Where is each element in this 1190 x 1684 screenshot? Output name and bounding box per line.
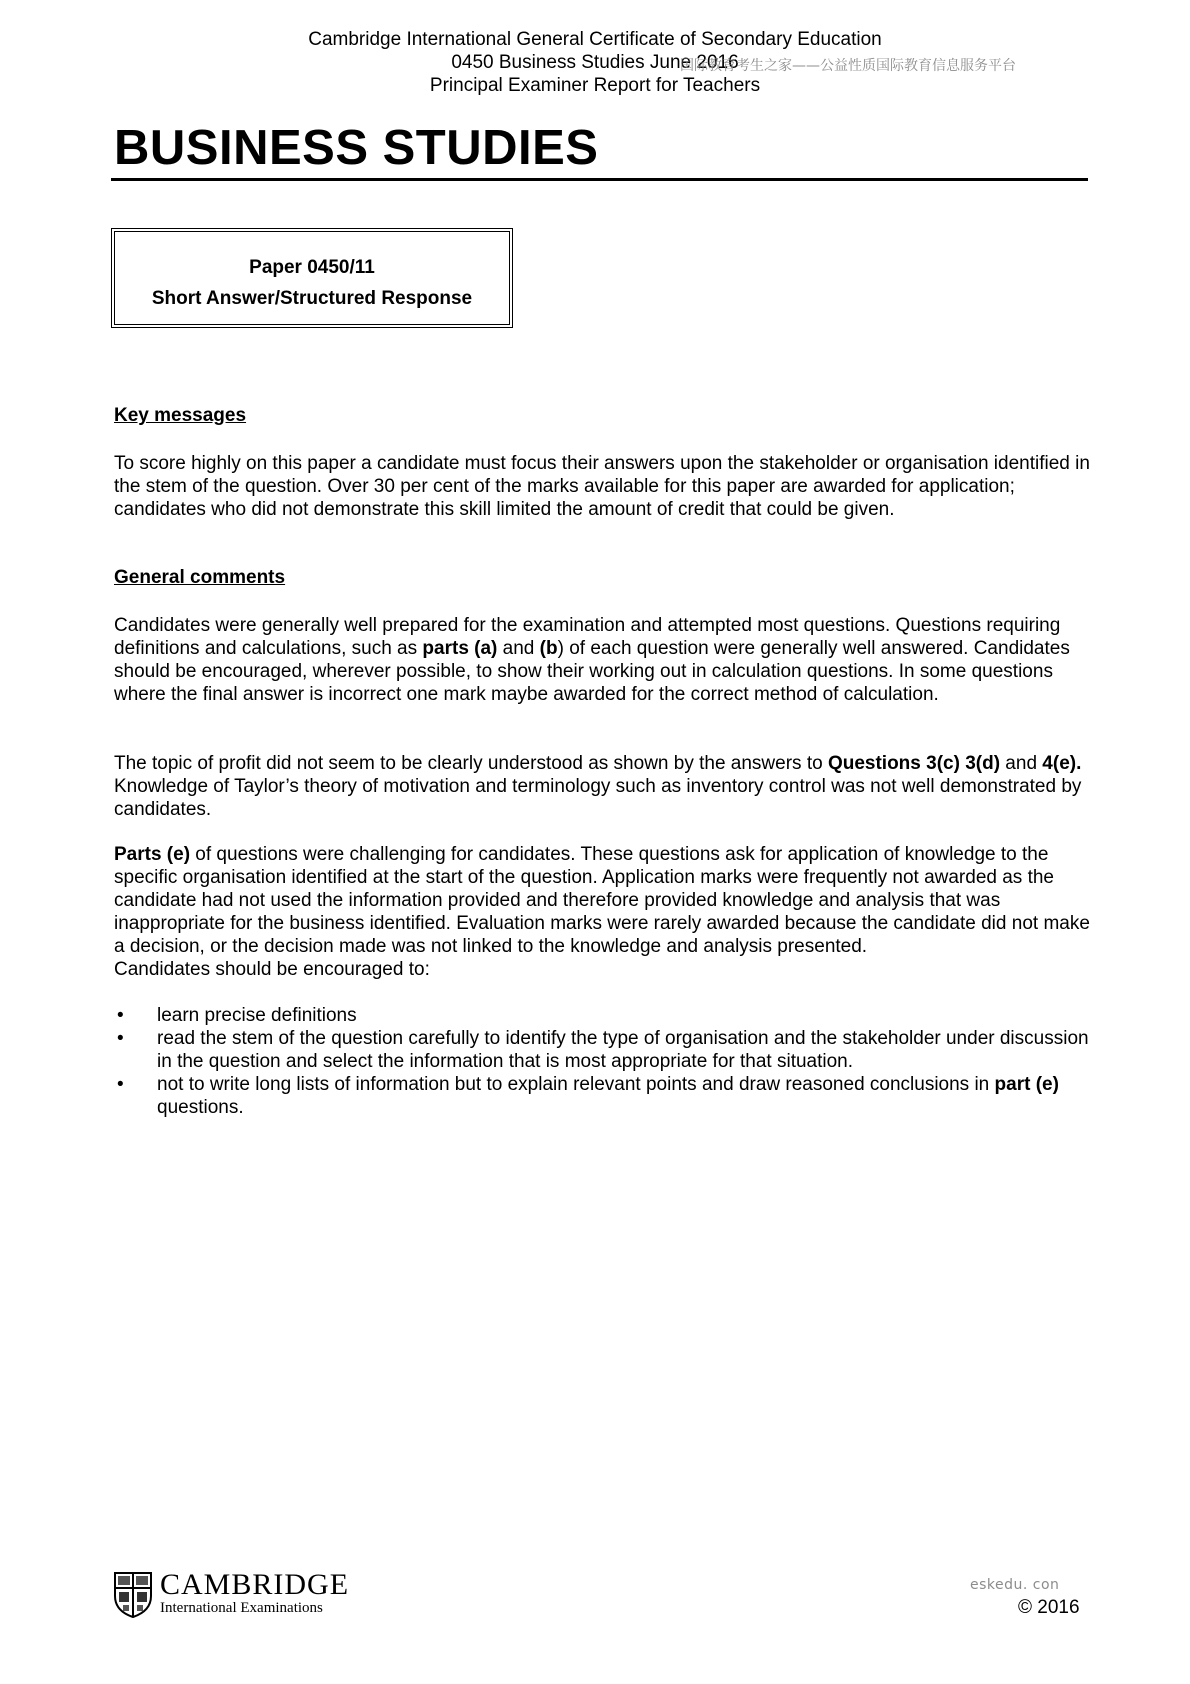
bold-run: Questions 3(c) 3(d)	[827, 753, 1001, 774]
bullet-icon: •	[117, 1074, 124, 1095]
watermark-text: 国际教育考生之家——公益性质国际教育信息服务平台	[680, 58, 1016, 74]
header-report-type: Principal Examiner Report for Teachers	[429, 75, 761, 96]
logo-name: CAMBRIDGE	[160, 1568, 350, 1601]
general-comments-paragraph-3	[114, 843, 1094, 958]
text-run: Candidates were generally well prepared for the examination and attempted most questions. Questions requiring definitions and calculations, such as	[114, 615, 1061, 659]
page-title: BUSINESS STUDIES	[114, 121, 599, 175]
list-item-text: learn precise definitions	[157, 1005, 357, 1026]
crest-icon	[114, 1572, 152, 1618]
encouragement-list	[114, 1004, 1094, 1119]
list-item-text: not to write long lists of information but to explain relevant points and draw reasoned conclusions in	[157, 1074, 995, 1095]
bold-run: part (e)	[994, 1074, 1059, 1095]
general-comments-paragraph-1	[114, 614, 1094, 706]
text-run: Knowledge of Taylor’s theory of motivation and terminology such as inventory control was not well demonstrated by candidates.	[114, 776, 1082, 820]
list-item	[114, 1073, 1094, 1119]
bullet-icon: •	[117, 1028, 124, 1049]
text-run: The topic of profit did not seem to be clearly understood as shown by the answers to	[114, 753, 828, 774]
title-divider	[111, 178, 1088, 181]
list-item-text: questions.	[157, 1097, 244, 1118]
general-comments-paragraph-4: Candidates should be encouraged to:	[114, 959, 430, 980]
bold-run: parts (a)	[422, 638, 498, 659]
logo-subtitle: International Examinations	[160, 1600, 323, 1616]
key-messages-text: To score highly on this paper a candidate must focus their answers upon the stakeholder or organisation identified in the stem of the question. Over 30 per cent of the marks available for this paper are awarded for application; candidates who did not demonstrate this skill limited the amount of credit that could be given.	[114, 453, 1090, 520]
header-syllabus: 0450 Business Studies June 2016	[451, 52, 739, 73]
bold-run: 4(e).	[1042, 753, 1082, 774]
copyright-notice: © 2016	[1018, 1597, 1080, 1618]
paper-info-box	[111, 228, 513, 328]
bold-run: Parts (e)	[114, 844, 191, 865]
bold-run: (b	[539, 638, 558, 659]
text-run: of questions were challenging for candidates. These questions ask for application of knowledge to the specific organisation identified at the start of the question. Application marks were frequently not awarded as the candidate had not used the information provided and therefore provided knowledge and analysis that was inappropriate for the business identified. Evaluation marks were rarely awarded because the candidate did not make a decision, or the decision made was not linked to the knowledge and analysis presented.	[114, 844, 1090, 957]
text-run: ) of each question were generally well answered. Candidates should be encouraged, wherever possible, to show their working out in calculation questions. In some questions where the final answer is incorrect one mark maybe awarded for the correct method of calculation.	[114, 638, 1070, 705]
general-comments-heading: General comments	[114, 567, 286, 588]
list-item	[114, 1027, 1094, 1073]
bullet-icon: •	[117, 1005, 124, 1026]
text-run: and	[1000, 753, 1043, 774]
paper-type: Short Answer/Structured Response	[151, 288, 473, 309]
paper-code: Paper 0450/11	[249, 257, 375, 278]
list-item-text: read the stem of the question carefully to identify the type of organisation and the stakeholder under discussion in the question and select the information that is most appropriate for that situation.	[157, 1028, 1089, 1072]
key-messages-heading: Key messages	[114, 405, 247, 426]
general-comments-paragraph-2	[114, 752, 1094, 821]
header-qualification: Cambridge International General Certificate of Secondary Education	[308, 29, 882, 50]
text-run: and	[497, 638, 540, 659]
site-watermark: eskedu. con	[970, 1577, 1060, 1593]
list-item	[114, 1004, 1094, 1027]
